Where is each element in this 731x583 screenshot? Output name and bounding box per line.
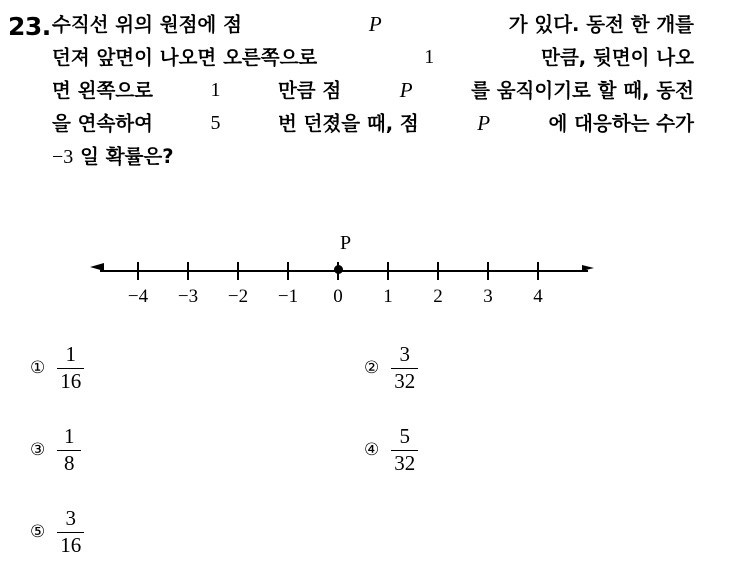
point-p-dot — [334, 265, 343, 274]
axis-tick-labels — [90, 286, 610, 310]
axis-tick-label: −3 — [177, 286, 199, 307]
point-p-label: P — [340, 232, 352, 254]
question-segment: 을 연속하여 — [52, 112, 153, 135]
axis-tick-label: 3 — [483, 286, 493, 307]
axis-tick-label: −4 — [127, 286, 149, 307]
axis-tick-label: −1 — [277, 286, 299, 307]
axis-tick — [237, 262, 239, 280]
choice-2-fraction — [391, 343, 418, 394]
choice-4-numerator: 5 — [399, 424, 410, 448]
axis-tick-label: 1 — [383, 286, 393, 307]
axis-tick-label: 2 — [433, 286, 443, 307]
axis-tick-label: 0 — [333, 286, 343, 307]
choice-2-marker: ② — [364, 357, 380, 378]
axis-line — [100, 270, 588, 272]
question-segment: P — [399, 78, 413, 102]
choice-1[interactable] — [30, 343, 84, 394]
choice-3-marker: ③ — [30, 439, 46, 460]
choice-3-numerator: 1 — [64, 424, 75, 448]
question-line-5 — [52, 140, 712, 174]
question-line-1 — [52, 8, 694, 41]
axis-arrow-left-icon — [90, 263, 104, 271]
choice-3[interactable] — [30, 425, 81, 476]
choice-3-denominator: 8 — [64, 451, 75, 476]
question-line-4 — [52, 107, 694, 140]
question-segment: 면 왼쪽으로 — [52, 79, 153, 102]
question-segment: P — [477, 111, 491, 135]
axis-arrow-right-icon — [582, 265, 594, 271]
choice-5-marker: ⑤ — [30, 521, 46, 542]
choice-5-denominator: 16 — [60, 533, 82, 558]
question-segment: 번 던졌을 때, 점 — [277, 112, 419, 135]
axis-tick — [187, 262, 189, 280]
axis-tick-label: −2 — [227, 286, 249, 307]
question-segment: 를 움직이기로 할 때, 동전 — [471, 79, 694, 102]
axis-tick — [287, 262, 289, 280]
choice-2-denominator: 32 — [394, 369, 416, 394]
question-segment: 수직선 위의 원점에 점 — [52, 13, 242, 36]
axis-tick-label: 4 — [533, 286, 543, 307]
question-segment: 1 — [210, 79, 221, 101]
question-number: 23. — [8, 12, 51, 41]
number-line-axis — [90, 260, 610, 282]
choice-4-marker: ④ — [364, 439, 380, 460]
question-segment: 만큼 점 — [277, 79, 342, 102]
choice-5-fraction — [57, 507, 84, 558]
axis-tick — [137, 262, 139, 280]
question-segment: 일 확률은? — [80, 145, 174, 168]
question-segment: 1 — [424, 46, 435, 68]
choice-4[interactable] — [364, 425, 418, 476]
number-line-figure — [0, 232, 731, 312]
choice-3-fraction — [57, 425, 81, 476]
choice-1-denominator: 16 — [60, 369, 82, 394]
question-line-3 — [52, 74, 694, 107]
choice-1-marker: ① — [30, 357, 46, 378]
question-segment: 5 — [210, 112, 221, 134]
choice-2[interactable] — [364, 343, 418, 394]
question-segment: 만큼, 뒷면이 나오 — [541, 46, 694, 69]
question-segment: −3 — [52, 146, 74, 168]
question-text — [52, 8, 712, 174]
choice-1-fraction — [57, 343, 84, 394]
axis-tick — [487, 262, 489, 280]
choice-2-numerator: 3 — [399, 342, 410, 366]
choice-4-fraction — [391, 425, 418, 476]
question-segment: P — [368, 12, 382, 36]
question-segment: 에 대응하는 수가 — [548, 112, 694, 135]
choice-4-denominator: 32 — [394, 451, 416, 476]
axis-tick — [387, 262, 389, 280]
axis-tick — [537, 262, 539, 280]
axis-tick — [437, 262, 439, 280]
choice-5-numerator: 3 — [65, 506, 76, 530]
question-line-2 — [52, 41, 694, 74]
choice-1-numerator: 1 — [65, 342, 76, 366]
choice-5[interactable] — [30, 507, 84, 558]
question-segment: 가 있다. 동전 한 개를 — [508, 13, 694, 36]
question-segment: 던져 앞면이 나오면 오른쪽으로 — [52, 46, 318, 69]
